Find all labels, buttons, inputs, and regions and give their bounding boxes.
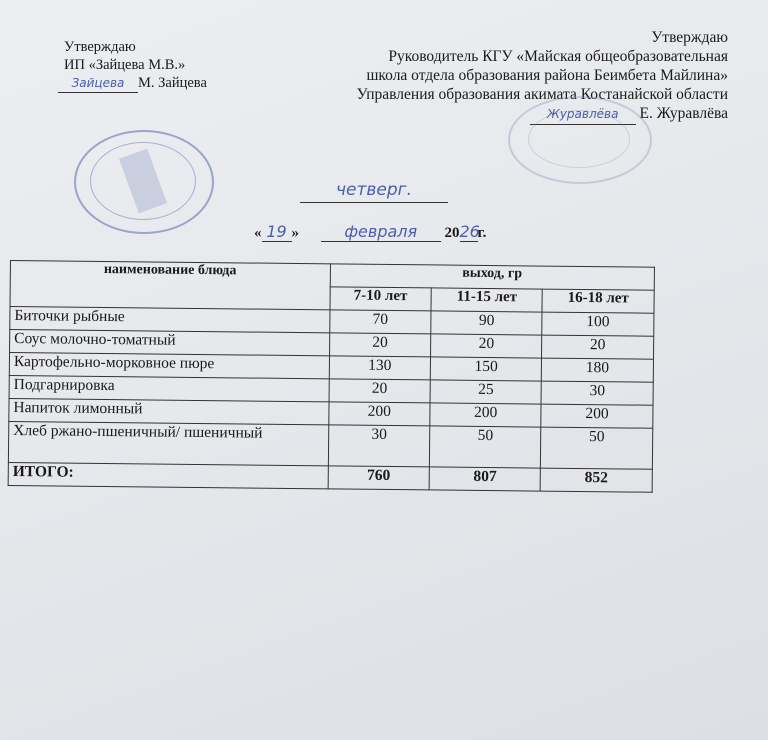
yield-11-15: 150 bbox=[431, 357, 542, 381]
left-approval-title: Утверждаю bbox=[64, 39, 136, 55]
day-of-week: четверг. bbox=[300, 180, 448, 203]
dish-name: Картофельно-морковное пюре bbox=[9, 353, 329, 379]
date-month: февраля bbox=[321, 222, 441, 242]
menu-table bbox=[8, 260, 655, 493]
right-stamp bbox=[508, 96, 652, 184]
yield-11-15: 90 bbox=[431, 311, 542, 335]
dish-name: Подгарнировка bbox=[9, 375, 329, 401]
right-approval-block bbox=[270, 28, 728, 125]
yield-16-18: 20 bbox=[542, 335, 654, 359]
date-day: 19 bbox=[262, 222, 292, 242]
total-16-18: 852 bbox=[540, 468, 652, 492]
table-row bbox=[8, 421, 652, 469]
yield-16-18: 200 bbox=[541, 404, 653, 428]
header-yield: выход, гр bbox=[330, 264, 655, 290]
yield-16-18: 50 bbox=[541, 427, 653, 469]
right-approval-position: Руководитель КГУ «Майская общеобразовательная bbox=[388, 48, 728, 65]
left-approval-block bbox=[64, 38, 207, 93]
yield-7-10: 20 bbox=[329, 379, 431, 403]
left-signature-row bbox=[58, 74, 207, 93]
right-signature: Журавлёва bbox=[530, 105, 636, 125]
table-header-row bbox=[10, 261, 654, 291]
age-group-2: 11-15 лет bbox=[431, 288, 542, 312]
header-dish-name: наименование блюда bbox=[10, 261, 330, 310]
yield-7-10: 20 bbox=[329, 333, 431, 357]
left-signature: Зайцева bbox=[58, 74, 138, 93]
date-open-quote: « bbox=[254, 225, 262, 241]
yield-11-15: 50 bbox=[430, 426, 541, 468]
left-approval-org: ИП «Зайцева М.В.» bbox=[64, 57, 186, 73]
dish-name: Напиток лимонный bbox=[9, 398, 329, 424]
total-label: ИТОГО: bbox=[8, 462, 328, 488]
date-year-prefix: 20 bbox=[444, 225, 460, 241]
date-year-suffix-g: г. bbox=[477, 225, 487, 241]
dish-name: Биточки рыбные bbox=[10, 307, 330, 333]
dish-name: Соус молочно-томатный bbox=[10, 330, 330, 356]
left-signatory-name: М. Зайцева bbox=[138, 75, 207, 91]
yield-11-15: 25 bbox=[430, 380, 541, 404]
yield-7-10: 130 bbox=[329, 356, 431, 380]
total-7-10: 760 bbox=[328, 466, 430, 490]
yield-7-10: 200 bbox=[328, 402, 430, 426]
right-signature-row bbox=[270, 104, 728, 125]
age-group-3: 16-18 лет bbox=[542, 289, 654, 313]
date-close-quote: » bbox=[291, 225, 299, 241]
yield-16-18: 100 bbox=[542, 312, 654, 336]
date-year-suffix: 26 bbox=[459, 222, 480, 241]
yield-16-18: 30 bbox=[541, 381, 653, 405]
yield-16-18: 180 bbox=[541, 358, 653, 382]
right-signatory-name: Е. Журавлёва bbox=[639, 105, 728, 122]
right-approval-school: школа отдела образования района Беимбета Майлина» bbox=[366, 67, 728, 84]
yield-7-10: 70 bbox=[329, 310, 431, 334]
right-approval-title: Утверждаю bbox=[651, 29, 728, 46]
yield-11-15: 20 bbox=[431, 334, 542, 358]
dish-name: Хлеб ржано-пшеничный/ пшеничный bbox=[8, 421, 328, 465]
yield-7-10: 30 bbox=[328, 425, 430, 467]
date-line bbox=[254, 222, 486, 242]
right-approval-department: Управления образования акимата Костанайской области bbox=[356, 86, 728, 103]
age-group-1: 7-10 лет bbox=[330, 287, 432, 311]
total-11-15: 807 bbox=[429, 467, 540, 491]
yield-11-15: 200 bbox=[430, 403, 541, 427]
left-stamp bbox=[74, 130, 214, 234]
